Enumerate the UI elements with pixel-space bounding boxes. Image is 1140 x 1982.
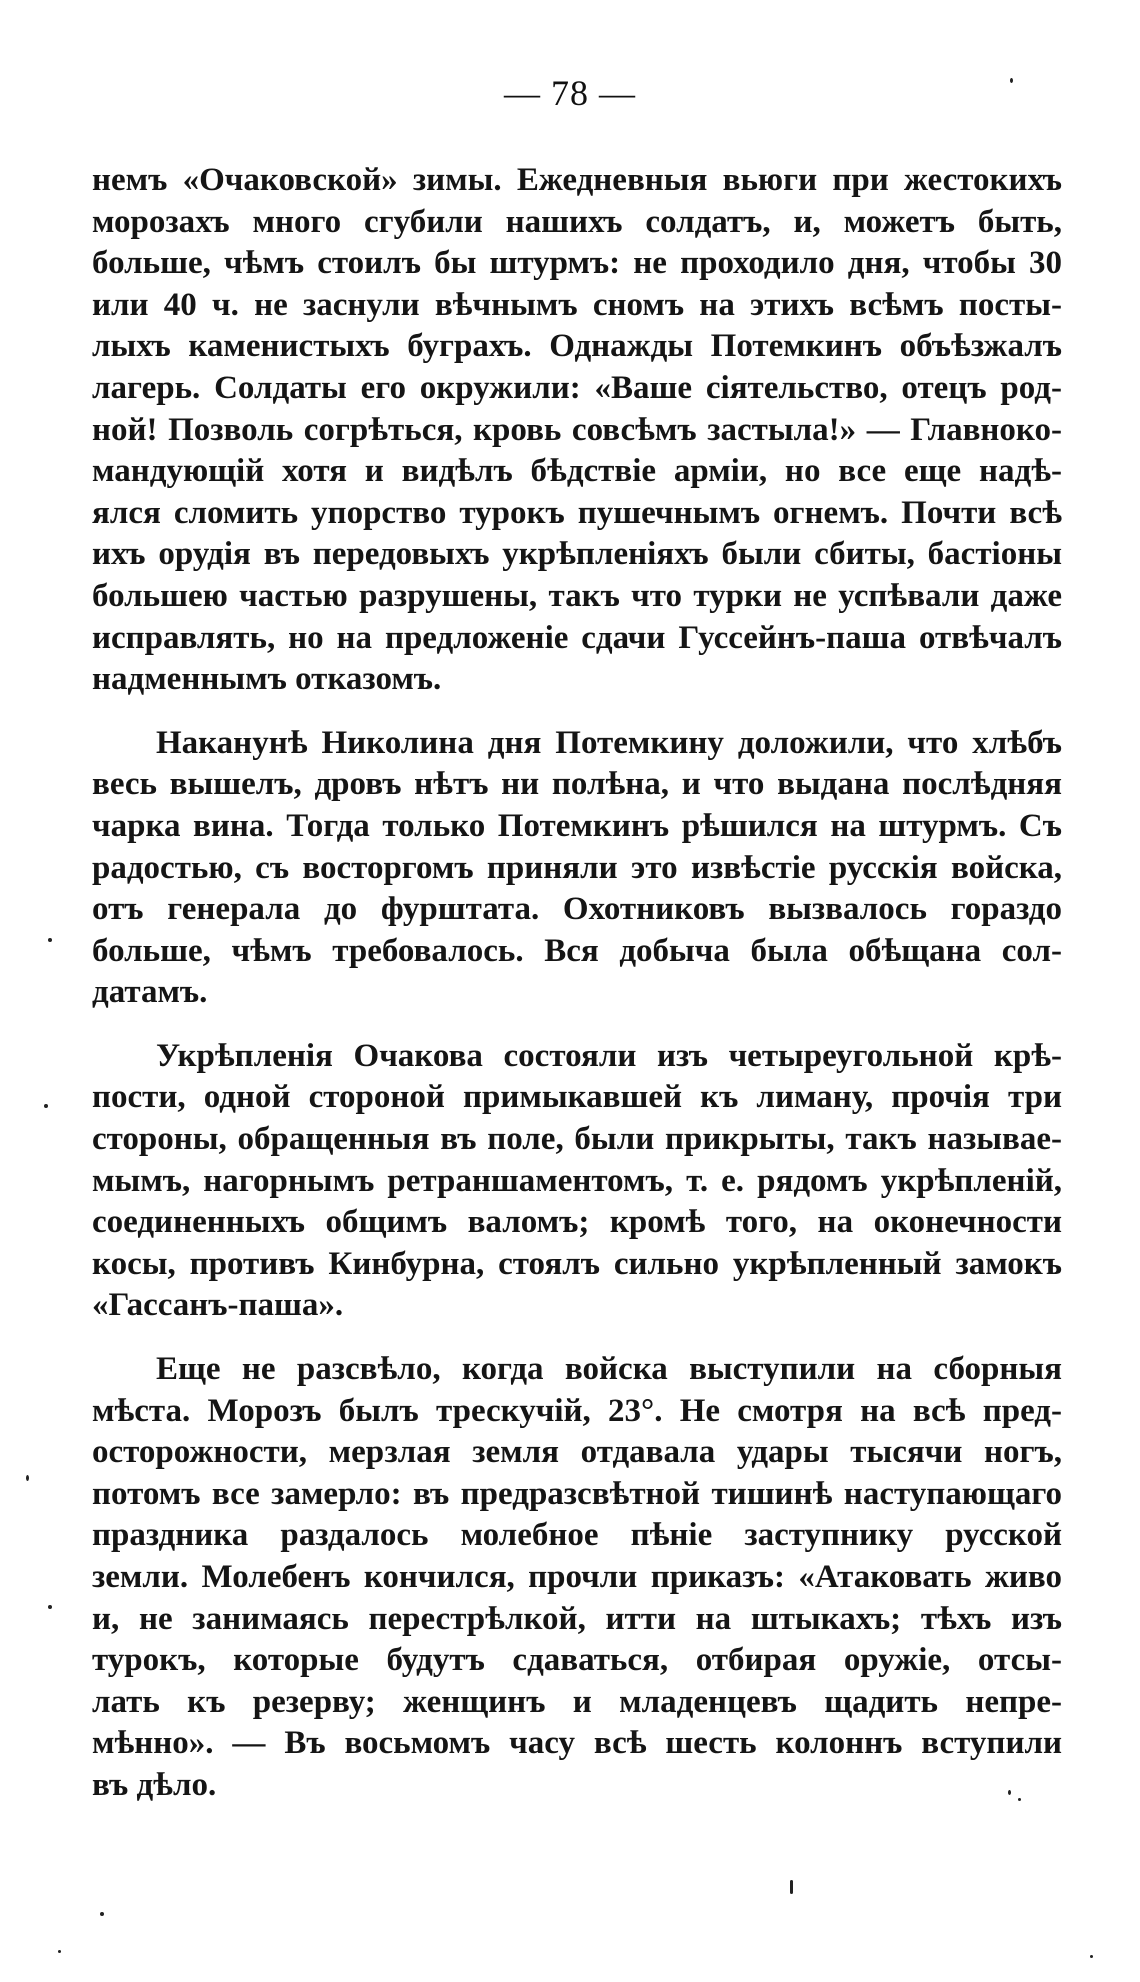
text-line: немъ «Очаковской» зимы. Ежедневныя вьюги при жестокихъ (92, 162, 1062, 198)
speck (58, 1950, 61, 1953)
text-line: датамъ. (92, 974, 208, 1011)
text-line: соединенныхъ общимъ валомъ; кромѣ того, на оконечности (92, 1204, 1062, 1241)
speck (48, 1605, 52, 1609)
text-line: больше, чѣмъ требовалось. Вся добыча была обѣщана сол- (92, 932, 1062, 969)
text-line: косы, противъ Кинбурна, стоялъ сильно укрѣпленный замокъ (92, 1245, 1062, 1282)
body-text (92, 160, 1062, 1807)
speck (790, 1880, 793, 1894)
text-line: мѣста. Морозъ былъ трескучій, 23°. Не смотря на всѣ пред- (92, 1392, 1062, 1429)
text-line: лыхъ каменистыхъ буграхъ. Однажды Потемкинъ объѣзжалъ (92, 328, 1062, 365)
text-line: стороны, обращенныя въ поле, были прикрыты, такъ называе- (92, 1121, 1062, 1158)
text-line: и, не занимаясь перестрѣлкой, итти на штыкахъ; тѣхъ изъ (92, 1600, 1062, 1637)
text-line: весь вышелъ, дровъ нѣтъ ни полѣна, и что выдана послѣдняя (92, 766, 1062, 803)
text-line: большею частью разрушены, такъ что турки не успѣвали даже (92, 577, 1062, 614)
text-line: мандующій хотя и видѣлъ бѣдствіе арміи, но все еще надѣ- (92, 453, 1062, 490)
speck (1090, 1955, 1093, 1958)
speck (26, 1475, 29, 1481)
text-line: надменнымъ отказомъ. (92, 661, 442, 698)
text-line: праздника раздалось молебное пѣніе заступнику русской (92, 1517, 1062, 1554)
text-line: больше, чѣмъ стоилъ бы штурмъ: не проходило дня, чтобы 30 (92, 245, 1062, 282)
text-line: Наканунѣ Николина дня Потемкину доложили, что хлѣбъ (156, 724, 1062, 761)
text-line: турокъ, которые будутъ сдаваться, отбирая оружіе, отсы- (92, 1642, 1062, 1679)
paragraph-2 (92, 723, 1062, 1014)
text-line: отъ генерала до фурштата. Охотниковъ вызвалось гораздо (92, 891, 1062, 928)
text-line: Еще не разсвѣло, когда войска выступили на сборныя (156, 1351, 1062, 1388)
text-line: ной! Позволь согрѣться, кровь совсѣмъ застыла!» — Главноко- (92, 411, 1062, 448)
text-line: мымъ, нагорнымъ ретраншаментомъ, т. е. рядомъ укрѣпленій, (92, 1162, 1062, 1199)
text-line: лать къ резерву; женщинъ и младенцевъ щадить непре- (92, 1683, 1062, 1720)
text-line: или 40 ч. не заснули вѣчнымъ сномъ на этихъ всѣмъ посты- (92, 286, 1062, 323)
paragraph-4 (92, 1349, 1062, 1807)
text-line: пости, одной стороной примыкавшей къ лиману, прочія три (92, 1079, 1062, 1116)
speck (1010, 78, 1013, 83)
paragraph-3 (92, 1036, 1062, 1327)
paragraph-1 (92, 160, 1062, 701)
text-line: въ дѣло. (92, 1766, 217, 1803)
text-line: потомъ все замерло: въ предразсвѣтной тишинѣ наступающаго (92, 1475, 1062, 1512)
speck (100, 1912, 104, 1916)
speck (1008, 1790, 1011, 1795)
page-number: — 78 — (504, 73, 636, 113)
text-line: мѣнно». — Въ восьмомъ часу всѣ шесть колоннъ вступили (92, 1725, 1062, 1762)
text-line: «Гассанъ-паша». (92, 1287, 344, 1324)
text-line: чарка вина. Тогда только Потемкинъ рѣшился на штурмъ. Съ (92, 807, 1062, 844)
speck (48, 938, 52, 942)
speck (44, 1104, 48, 1108)
text-line: Укрѣпленія Очакова состояли изъ четыреугольной крѣ- (156, 1037, 1062, 1074)
text-line: земли. Молебенъ кончился, прочли приказъ: «Атаковать живо (92, 1559, 1062, 1595)
text-line: осторожности, мерзлая земля отдавала удары тысячи ногъ, (92, 1434, 1062, 1471)
text-line: исправлять, но на предложеніе сдачи Гуссейнъ-паша отвѣчалъ (92, 619, 1062, 656)
text-line: радостью, съ восторгомъ приняли это извѣстіе русскія войска, (92, 849, 1062, 886)
speck (1018, 1798, 1021, 1801)
text-line: морозахъ много сгубили нашихъ солдатъ, и, можетъ быть, (92, 203, 1062, 240)
text-line: лагерь. Солдаты его окружили: «Ваше сіятельство, отецъ род- (92, 369, 1062, 406)
text-line: ялся сломить упорство турокъ пушечнымъ огнемъ. Почти всѣ (92, 494, 1062, 531)
text-line: ихъ орудія въ передовыхъ укрѣпленіяхъ были сбиты, бастіоны (92, 536, 1062, 573)
